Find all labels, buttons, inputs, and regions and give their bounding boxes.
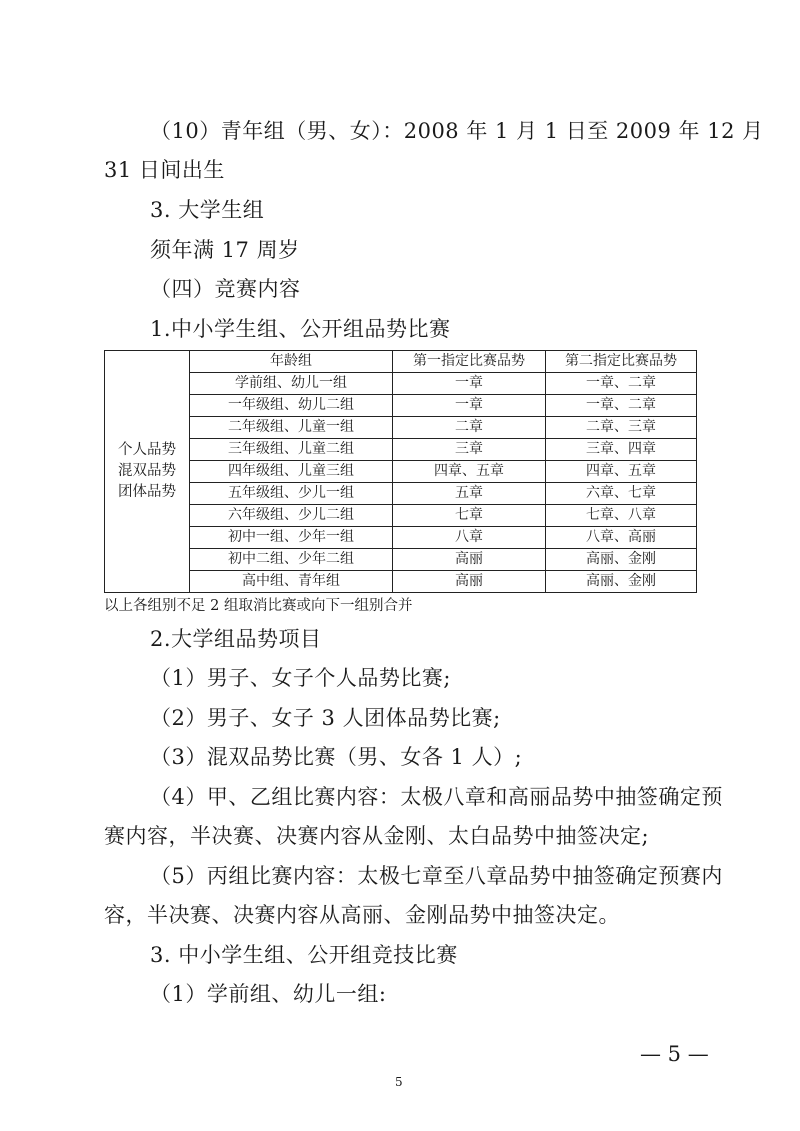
header-second-poomsae: 第二指定比赛品势	[546, 351, 697, 373]
left-label-individual: 个人品势	[118, 442, 176, 458]
table-row	[105, 571, 697, 593]
cell-second: 三章、四章	[546, 439, 697, 461]
table-row	[105, 417, 697, 439]
cell-age: 学前组、幼儿一组	[190, 373, 393, 395]
left-label-team: 团体品势	[118, 484, 176, 500]
cell-second: 一章、二章	[546, 373, 697, 395]
table-row	[105, 395, 697, 417]
table-header-row	[105, 351, 697, 373]
cell-second: 高丽、金刚	[546, 549, 697, 571]
table-row	[105, 505, 697, 527]
cell-age: 五年级组、少儿一组	[190, 483, 393, 505]
heading-college-poomsae: 2.大学组品势项目	[150, 627, 322, 651]
cell-second: 七章、八章	[546, 505, 697, 527]
heading-college-group: 3. 大学生组	[150, 198, 265, 222]
item-individual: （1）男子、女子个人品势比赛;	[150, 666, 451, 690]
cell-second: 六章、七章	[546, 483, 697, 505]
cell-first: 一章	[393, 395, 546, 417]
heading-sparring: 3. 中小学生组、公开组竞技比赛	[150, 943, 458, 967]
table-left-label	[105, 351, 190, 593]
cell-second: 二章、三章	[546, 417, 697, 439]
table-row	[105, 527, 697, 549]
cell-age: 初中二组、少年二组	[190, 549, 393, 571]
item-group-c-cont: 容，半决赛、决赛内容从高丽、金刚品势中抽签决定。	[104, 903, 620, 927]
cell-first: 二章	[393, 417, 546, 439]
cell-second: 高丽、金刚	[546, 571, 697, 593]
cell-first: 三章	[393, 439, 546, 461]
table-row	[105, 373, 697, 395]
cell-age: 四年级组、儿童三组	[190, 461, 393, 483]
cell-age: 一年级组、幼儿二组	[190, 395, 393, 417]
cell-age: 高中组、青年组	[190, 571, 393, 593]
header-age-group: 年龄组	[190, 351, 393, 373]
table-note: 以上各组别不足 2 组取消比赛或向下一组别合并	[104, 598, 413, 614]
table-row	[105, 439, 697, 461]
page-footer-label: — 5 —	[640, 1042, 709, 1066]
cell-age: 初中一组、少年一组	[190, 527, 393, 549]
cell-first: 一章	[393, 373, 546, 395]
cell-age: 三年级组、儿童二组	[190, 439, 393, 461]
paragraph-college-age: 须年满 17 周岁	[150, 238, 300, 262]
table-row	[105, 549, 697, 571]
table-row	[105, 461, 697, 483]
item-groups-ab: （4）甲、乙组比赛内容：太极八章和高丽品势中抽签确定预	[150, 785, 723, 809]
cell-age: 六年级组、少儿二组	[190, 505, 393, 527]
page-number: 5	[395, 1075, 403, 1089]
item-mixed: （3）混双品势比赛（男、女各 1 人）;	[150, 745, 523, 769]
item-groups-ab-cont: 赛内容，半决赛、决赛内容从金刚、太白品势中抽签决定;	[104, 824, 650, 848]
item-preschool: （1）学前组、幼儿一组:	[150, 982, 387, 1006]
header-first-poomsae: 第一指定比赛品势	[393, 351, 546, 373]
cell-second: 八章、高丽	[546, 527, 697, 549]
poomsae-table	[104, 350, 697, 593]
item-group-c: （5）丙组比赛内容：太极七章至八章品势中抽签确定预赛内	[150, 864, 723, 888]
cell-second: 一章、二章	[546, 395, 697, 417]
cell-first: 高丽	[393, 549, 546, 571]
heading-poomsae-primary: 1.中小学生组、公开组品势比赛	[150, 317, 451, 341]
cell-first: 四章、五章	[393, 461, 546, 483]
left-label-mixed: 混双品势	[118, 463, 176, 479]
heading-competition-content: （四）竞赛内容	[150, 277, 301, 301]
item-team: （2）男子、女子 3 人团体品势比赛;	[150, 706, 501, 730]
table-row	[105, 483, 697, 505]
cell-first: 七章	[393, 505, 546, 527]
paragraph-age-youth: （10）青年组（男、女）：2008 年 1 月 1 日至 2009 年 12 月	[150, 119, 764, 143]
cell-second: 四章、五章	[546, 461, 697, 483]
paragraph-age-youth-cont: 31 日间出生	[104, 158, 225, 182]
cell-first: 高丽	[393, 571, 546, 593]
cell-first: 五章	[393, 483, 546, 505]
cell-first: 八章	[393, 527, 546, 549]
cell-age: 二年级组、儿童一组	[190, 417, 393, 439]
